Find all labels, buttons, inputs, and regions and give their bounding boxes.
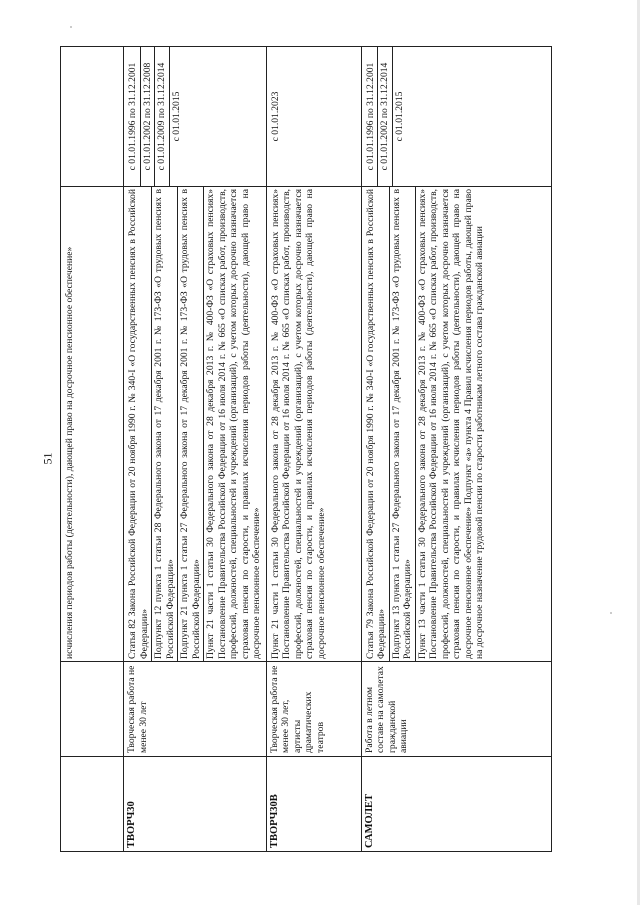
table-row <box>266 47 361 852</box>
basis-item: Подпункт 21 пункта 1 статьи 27 Федерального закона от 17 декабря 2001 г. № 173-ФЗ «О трудовых пенсиях в Российской Федерации» <box>178 187 204 661</box>
basis-item: Статья 79 Закона Российской Федерации от 20 ноября 1990 г. № 340-I «О государственных пенсиях в Российской Федерации» <box>364 187 390 661</box>
scan-speck <box>70 26 72 28</box>
date-item: с 01.01.2015 <box>393 91 405 142</box>
date-item: с 01.01.2023 <box>269 91 281 142</box>
table-row <box>61 47 124 852</box>
basis-item: Подпункт 12 пункта 1 статьи 28 Федерального закона от 17 декабря 2001 г. № 173-ФЗ «О трудовых пенсиях в Российской Федерации» <box>152 187 178 661</box>
basis-cell <box>266 187 361 662</box>
basis-cell <box>361 187 551 662</box>
pension-codes-table <box>60 46 552 852</box>
basis-cell <box>61 187 124 662</box>
scan-speck <box>610 612 612 614</box>
description-cell: Творческая работа не менее 30 лет <box>124 662 267 757</box>
description-cell <box>61 662 124 757</box>
basis-item: Подпункт 13 пункта 1 статьи 27 Федерального закона от 17 декабря 2001 г. № 173-ФЗ «О трудовых пенсиях в Российской Федерации» <box>390 187 416 661</box>
code-cell: ТВОРЧ30 <box>124 757 267 852</box>
basis-item: Пункт 21 части 1 статьи 30 Федерального закона от 28 декабря 2013 г. № 400-ФЗ «О страховых пенсиях» Постановление Правительства Российской Федерации от 16 июля 2014 г. № 665 «О списках работ, производств, профессий, должностей, специальностей и учреждений (организаций), с учетом которых досрочно назначается страховая пенсия по старости, и правилах исчисления периодов работы (деятельности), дающей право на досрочное пенсионное обеспечение» <box>205 189 262 659</box>
basis-item: Статья 82 Закона Российской Федерации от 20 ноября 1990 г. № 340-I «О государственных пенсиях в Российской Федерации» <box>126 187 152 661</box>
date-item <box>63 47 65 186</box>
description-cell: Творческая работа не менее 30 лет, артисты драматических театров <box>266 662 361 757</box>
code-cell: САМОЛЕТ <box>361 757 551 852</box>
rotated-table-wrapper <box>60 47 543 852</box>
date-item: с 01.01.2002 по 31.12.2008 <box>141 47 156 186</box>
date-cell <box>124 47 267 187</box>
date-cell <box>266 47 361 187</box>
date-item: с 01.01.2015 <box>170 91 182 142</box>
basis-item: Пункт 21 части 1 статьи 30 Федерального закона от 28 декабря 2013 г. № 400-ФЗ «О страховых пенсиях» Постановление Правительства Российской Федерации от 16 июля 2014 г. № 665 «О списках работ, производств, профессий, должностей, специальностей и учреждений (организаций), с учетом которых досрочно назначается страховая пенсия по старости, и правилах исчисления периодов работы (деятельности), дающей право на досрочное пенсионное обеспечение» <box>269 189 327 659</box>
basis-item: Пункт 13 части 1 статьи 30 Федерального закона от 28 декабря 2013 г. № 400-ФЗ «О страховых пенсиях» Постановление Правительства Российской Федерации от 16 июля 2014 г. № 665 «О списках работ, производств, профессий, должностей, специальностей и учреждений (организаций), с учетом которых досрочно назначается страховая пенсия по старости, и правилах исчисления периодов работы (деятельности), дающей право на досрочное пенсионное обеспечение» Подпункт «а» пункта 4 Правил исчисления периодов работы, дающей право на досрочное назначение трудовой пенсии по старости работникам летного состава гражданской авиации <box>416 189 485 659</box>
table-row <box>361 47 551 852</box>
basis-cell <box>124 187 267 662</box>
date-item: с 01.01.2002 по 31.12.2014 <box>378 47 393 186</box>
page-number: 51 <box>40 452 55 465</box>
table-row <box>124 47 267 852</box>
date-cell <box>61 47 124 187</box>
code-cell <box>61 757 124 852</box>
date-item: с 01.01.2009 по 31.12.2014 <box>155 47 170 186</box>
date-item: с 01.01.1996 по 31.12.2001 <box>364 47 379 186</box>
date-cell <box>361 47 551 187</box>
code-cell: ТВОРЧ30В <box>266 757 361 852</box>
basis-item: исчисления периодов работы (деятельности), дающей право на досрочное пенсионное обеспечение» <box>64 246 75 659</box>
date-item: с 01.01.1996 по 31.12.2001 <box>126 47 141 186</box>
description-cell: Работа в летном составе на самолетах гражданской авиации <box>361 662 551 757</box>
